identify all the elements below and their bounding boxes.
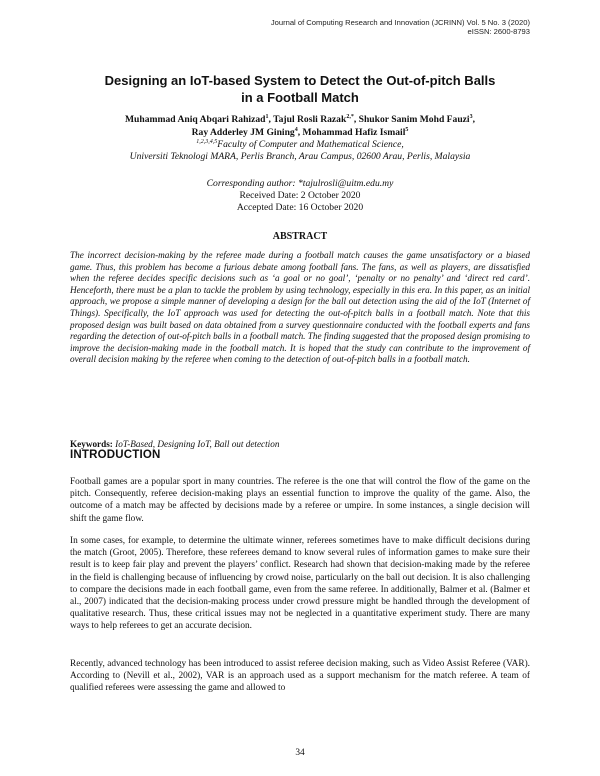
author-name: Tajul Rosli Razak [273, 114, 347, 125]
author-line-2 [60, 127, 540, 140]
author-sup: 4 [294, 126, 298, 133]
received-date: Received Date: 2 October 2020 [239, 190, 361, 201]
author-name: Shukor Sanim Mohd Fauzi [358, 114, 470, 125]
journal-header [271, 18, 530, 37]
author-sup: 5 [405, 126, 409, 133]
abstract-heading: ABSTRACT [272, 231, 328, 242]
intro-paragraph-1: Football games are a popular sport in many countries. The referee is the one that will control the flow of the game on the pitch. Consequently, referee decision-making plays an essential function to improve the quality of the game. Also, the outcome of a match may be affected by decisions made by a referee or umpire. In some instances, a single decision will shift the game flow. [70, 477, 530, 524]
affiliation [40, 139, 560, 163]
author-sup: 2,* [346, 113, 354, 120]
correspondence-block [60, 178, 540, 214]
page-number: 34 [295, 748, 305, 758]
keywords-label: Keywords: [70, 439, 113, 449]
abstract-text: The incorrect decision-making by the referee made during a football match causes the game unsatisfactory or a biased game. Thus, this problem has become a furious debate among football fans. The fans, as well as players, are dissatisfied when the referee decides specific decisions such as ‘a goal or no goal’, ‘penalty or no penalty’ and ‘direct red card’. Henceforth, there must be a plan to tackle the problem by using technology, especially in this era. In this paper, as an initial approach, we propose a simple manner of developing a design for the ball out detection using the aid of the IoT (Internet of Things). Specifically, the IoT approach was used for detecting the out-of-pitch balls in a football match. Note that this proposed design was built based on data obtained from a survey questionnaire conducted with the football experts and fans regarding the detection of out-of-pitch balls in a football match. The finding suggested that the proposed design promising to improve the decision-making made in the football match. It is hoped that the study can contribute to the improvement of overall decision making by the referee when coming to the detection of out-of-pitch balls in a football match. [70, 250, 530, 365]
journal-eissn: eISSN: 2600-8793 [467, 27, 530, 37]
affiliation-line-2: Universiti Teknologi MARA, Perlis Branch, Arau Campus, 02600 Arau, Perlis, Malaysia [129, 151, 471, 162]
intro-paragraph-2: In some cases, for example, to determine the ultimate winner, referees sometimes have to make difficult decisions during the match (Groot, 2005). Therefore, these referees demand to know several rules of information games to make sure their result is to keep fair play and prevent the players’ conflict. Research had shown that decision-making made by the referee in the field is challenging because of influencing by crowd noise, particularly on the ball out decision. It is also challenging to compare the decisions made in each football game, even from the same referee. In additionally, Balmer et al. (Balmer et al., 2007) indicated that the decision-making process under crowd pressure might be handled through the development of qualitative research. Thus, these critical issues may not be neglected in a quantitative experiment study. There are many ways to help referees to get an accurate decision. [70, 536, 530, 632]
keywords-text: IoT-Based, Designing IoT, Ball out detection [112, 439, 280, 449]
title-line-1: Designing an IoT-based System to Detect the Out-of-pitch Balls [104, 73, 496, 88]
affiliation-line-1 [40, 139, 560, 151]
author-sep: , [353, 114, 359, 125]
author-line-1 [60, 114, 540, 127]
author-sep: , [472, 114, 475, 125]
intro-paragraph-3: Recently, advanced technology has been introduced to assist referee decision making, such as Video Assist Referee (VAR). According to (Nevill et al., 2002), VAR is an approach used as a support mechanism for the match referee. A team of qualified referees were assessing the game and allowed to [70, 659, 530, 694]
author-list [60, 114, 540, 139]
author-sep: , [297, 126, 303, 138]
author-sep: , [268, 114, 274, 125]
paper-title [60, 72, 540, 106]
title-line-2: in a Football Match [241, 90, 359, 105]
accepted-date: Accepted Date: 16 October 2020 [236, 202, 364, 213]
journal-name: Journal of Computing Research and Innovation (JCRINN) Vol. 5 No. 3 (2020) [270, 18, 530, 27]
affiliation-sup: 1,2,3,4,5 [196, 138, 218, 145]
author-name: Ray Adderley JM Gining [191, 126, 295, 138]
author-name: Muhammad Aniq Abqari Rahizad [124, 114, 266, 125]
author-sup: 3 [469, 113, 473, 120]
author-name: Mohammad Hafiz Ismail [302, 126, 406, 138]
section-heading-introduction: INTRODUCTION [70, 449, 161, 461]
corresponding-author: Corresponding author: *tajulrosli@uitm.edu.my [206, 178, 394, 189]
affiliation-faculty: Faculty of Computer and Mathematical Science, [217, 139, 404, 150]
author-sup: 1 [265, 113, 269, 120]
